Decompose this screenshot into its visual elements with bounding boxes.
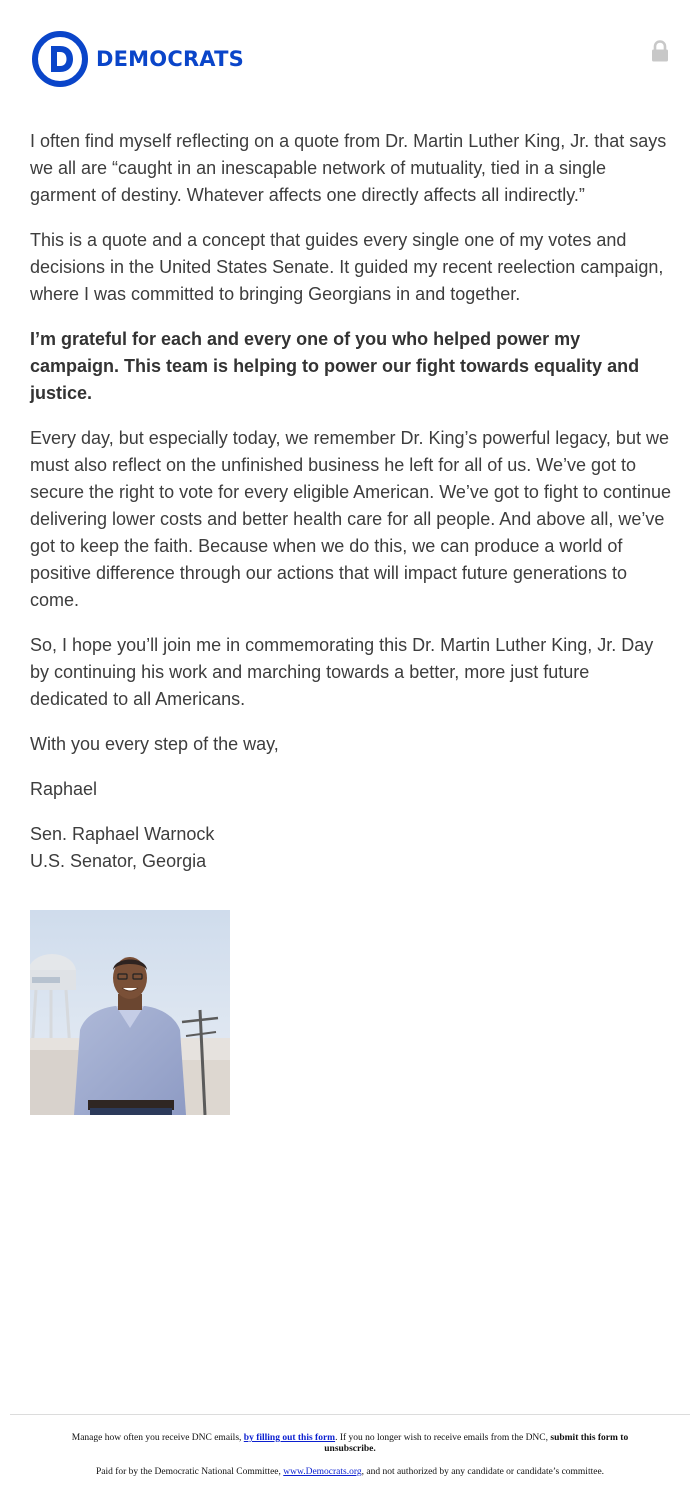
signature-title: U.S. Senator, Georgia <box>30 851 207 871</box>
manage-preferences-link[interactable]: by filling out this form <box>243 1433 336 1443</box>
manage-preferences-text: Manage how often you receive DNC emails, by filling out this form. If you no longer wish to receive emails from the DNC, submit this form to unsubscribe. <box>71 1433 629 1454</box>
logo-wordmark: DEMOCRATS <box>96 47 244 71</box>
unsubscribe-link[interactable]: submit this form to unsubscribe. <box>324 1433 629 1454</box>
paid-for-disclaimer: Paid for by the Democratic National Committee, www.Democrats.org, and not authorized by any candidate or candidate’s committee. <box>95 1467 605 1477</box>
senator-photo <box>30 910 230 1115</box>
body-paragraph: This is a quote and a concept that guides every single one of my votes and decisions in the United States Senate. It guided my recent reelection campaign, where I was committed to bringing Georgians in and together. <box>30 230 664 304</box>
email-footer <box>50 1433 650 1490</box>
body-paragraph: Every day, but especially today, we remember Dr. King’s powerful legacy, but we must also reflect on the unfinished business he left for all of us. We’ve got to secure the right to vote for every eligible American. We’ve got to fight to continue delivering lower costs and better health care for all people. And above all, we’ve got to keep the faith. Because when we do this, we can produce a world of positive difference through our actions that will impact future generations to come. <box>30 428 672 610</box>
body-paragraph: So, I hope you’ll join me in commemorating this Dr. Martin Luther King, Jr. Day by continuing his work and marching towards a better, more just future dedicated to all Americans. <box>30 635 654 709</box>
signature-name: Sen. Raphael Warnock <box>30 824 215 844</box>
email-body <box>30 128 672 893</box>
email-header <box>0 0 700 110</box>
democrats-logo[interactable] <box>32 31 244 87</box>
signature-block <box>30 821 672 875</box>
democrats-logo-icon <box>32 31 88 87</box>
bold-paragraph: I’m grateful for each and every one of you who helped power my campaign. This team is helping to power our fight towards equality and justice. <box>30 329 640 403</box>
footer-divider <box>10 1414 690 1415</box>
signoff-name: Raphael <box>30 779 98 799</box>
body-paragraph: I often find myself reflecting on a quote from Dr. Martin Luther King, Jr. that says we all are “caught in an inescapable network of mutuality, tied in a single garment of destiny. Whatever affects one directly affects all indirectly.” <box>30 131 667 205</box>
lock-icon <box>651 40 669 62</box>
democrats-site-link[interactable]: www.Democrats.org <box>283 1467 362 1477</box>
closing-line: With you every step of the way, <box>30 734 279 754</box>
